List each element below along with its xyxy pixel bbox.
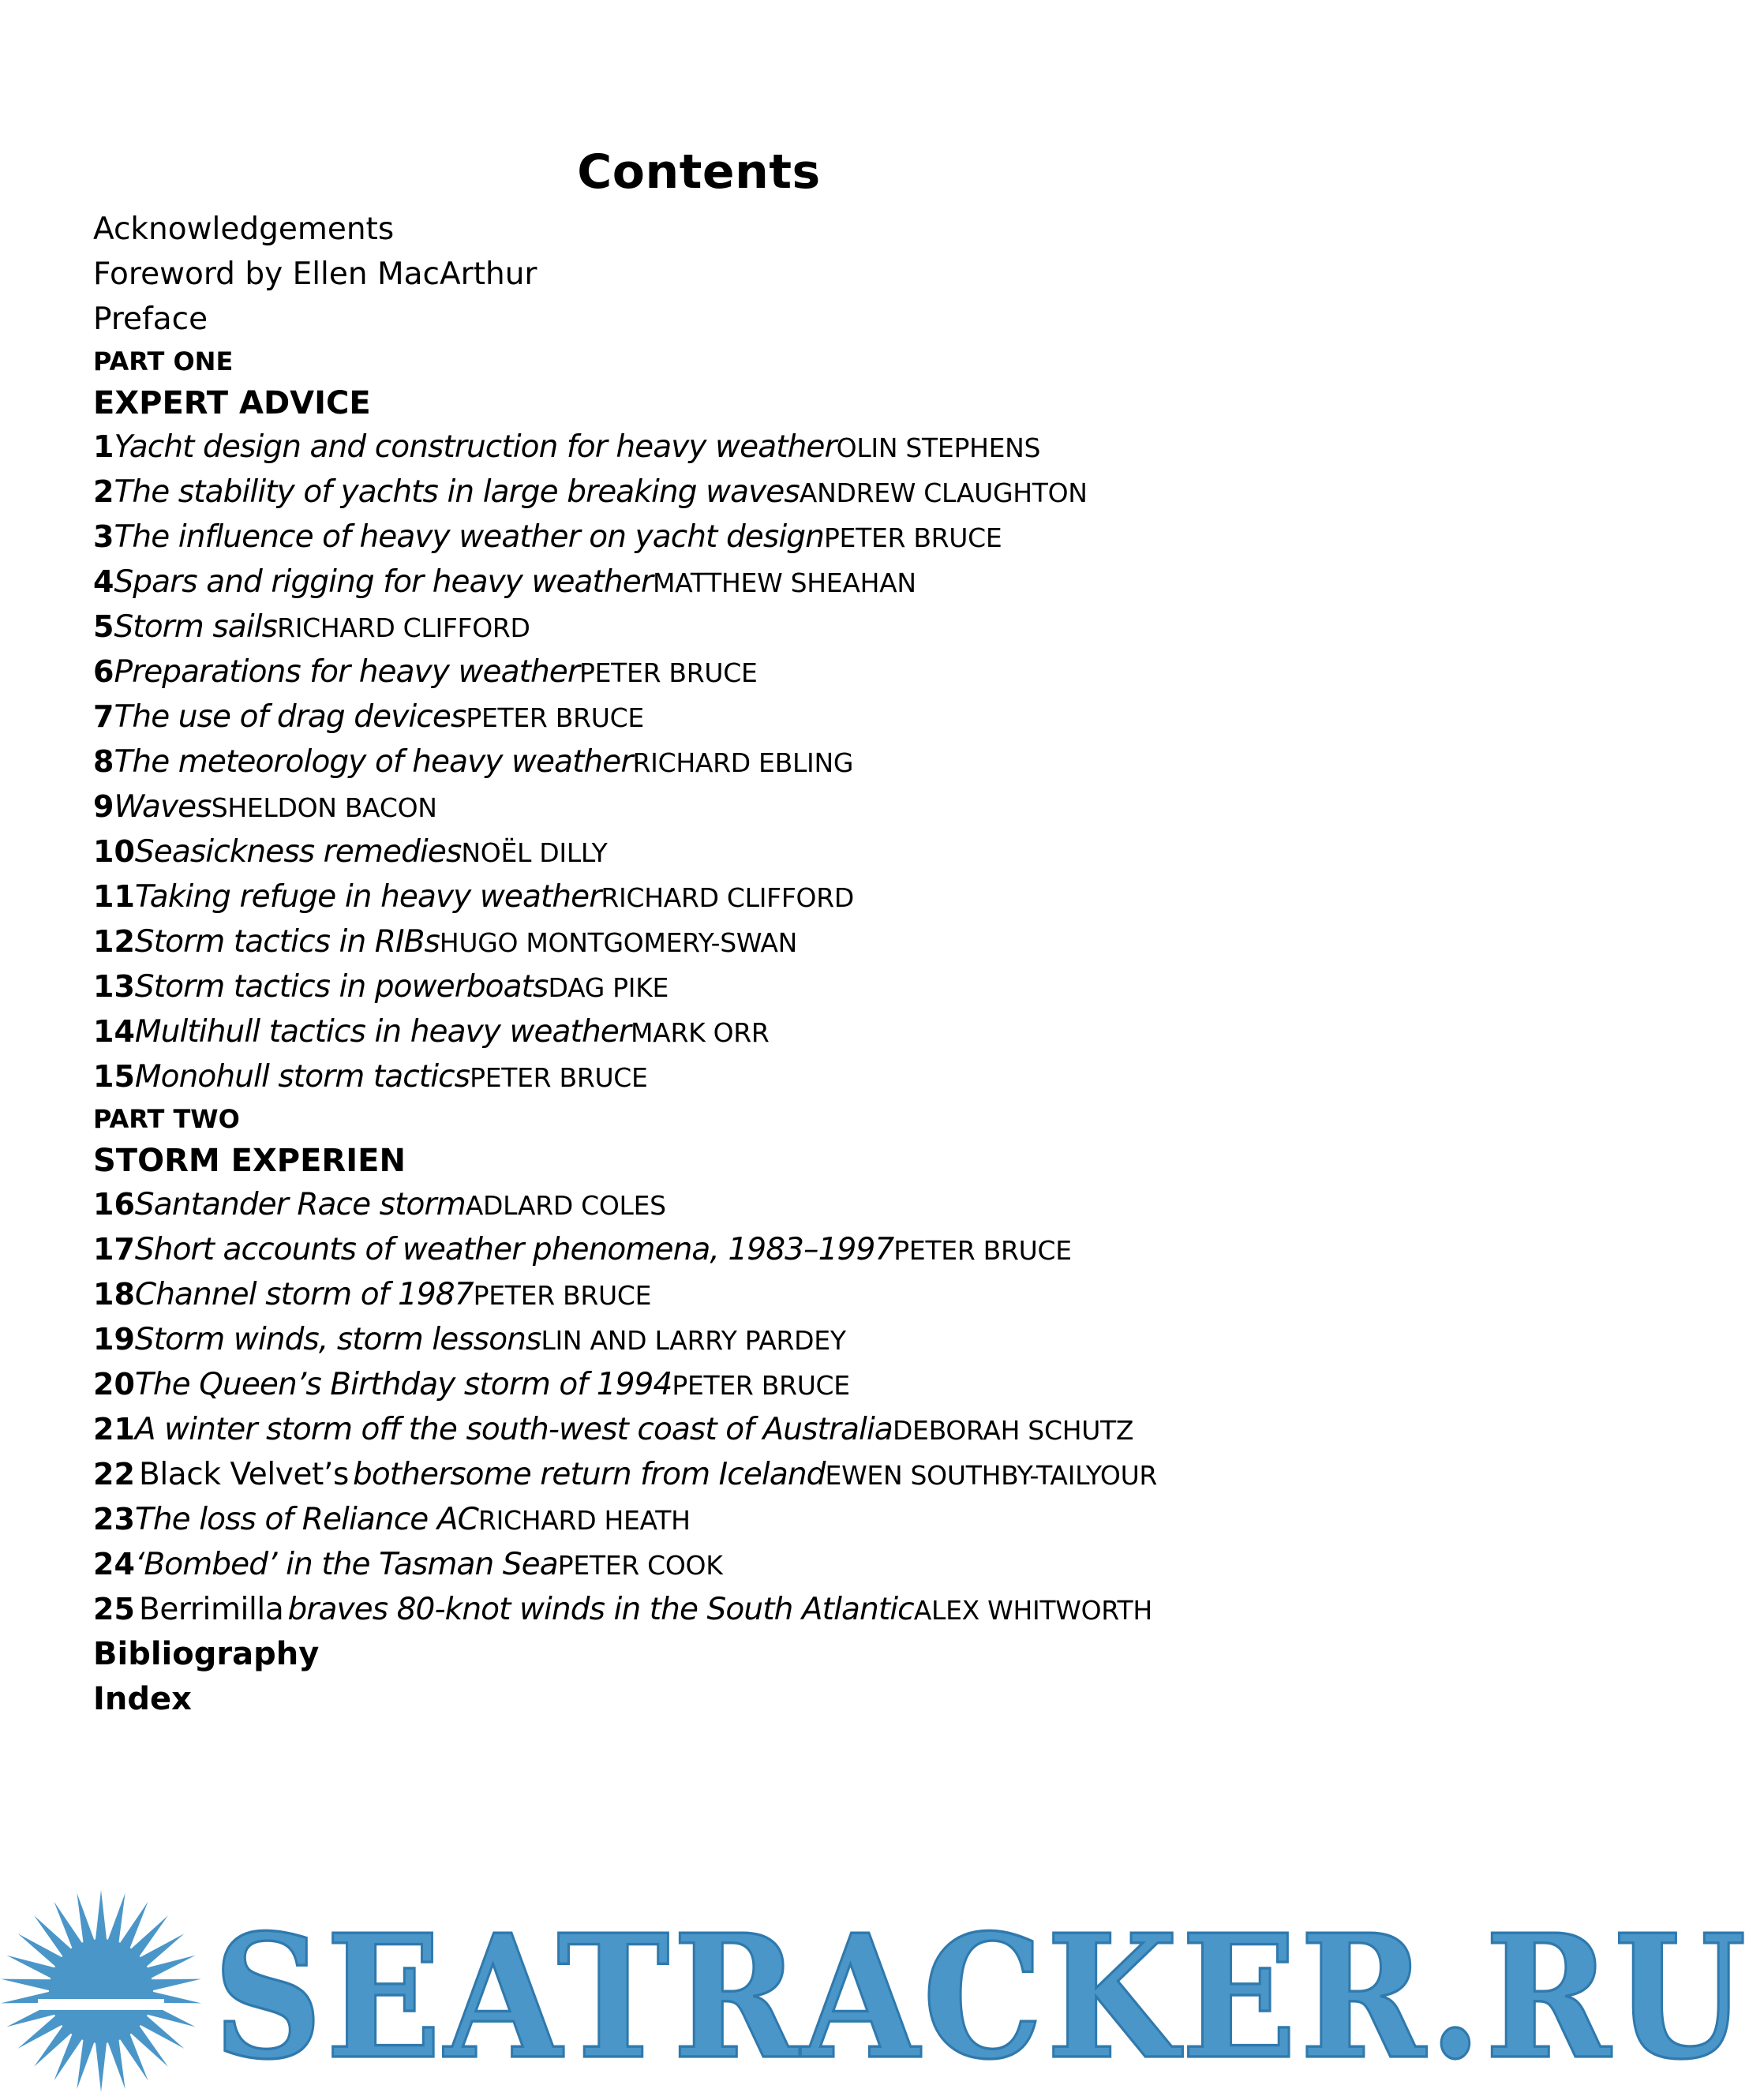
chapter-author: NOËL DILLY xyxy=(461,837,608,868)
chapter-author: RICHARD HEATH xyxy=(478,1505,691,1536)
chapter-title: ‘Bombed’ in the Tasman Sea xyxy=(134,1547,558,1582)
chapter-title: Taking refuge in heavy weather xyxy=(134,879,601,915)
part-two-heading: STORM EXPERIEN xyxy=(93,1143,406,1179)
chapter-title: Storm sails xyxy=(114,609,278,645)
chapter-author: DEBORAH SCHUTZ xyxy=(892,1415,1134,1446)
front-matter-foreword[interactable]: Foreword by Ellen MacArthur xyxy=(93,256,537,292)
chapter-entry[interactable] xyxy=(93,1452,1356,1497)
chapter-entry[interactable] xyxy=(93,1497,1356,1542)
chapter-title: Storm winds, storm lessons xyxy=(134,1322,541,1357)
chapter-number: 2 xyxy=(93,474,114,509)
chapter-title-roman: Berrimilla xyxy=(138,1592,284,1627)
chapter-author: PETER BRUCE xyxy=(893,1235,1072,1266)
chapter-number: 9 xyxy=(93,789,114,824)
chapter-number: 23 xyxy=(93,1502,135,1537)
part-two-chapter-list xyxy=(93,1182,1356,1632)
chapter-title: Storm tactics in powerboats xyxy=(134,969,549,1005)
chapter-title: The loss of Reliance AC xyxy=(134,1502,478,1537)
chapter-number: 20 xyxy=(93,1367,135,1402)
chapter-author: PETER BRUCE xyxy=(470,1062,648,1093)
chapter-title: The use of drag devices xyxy=(114,699,466,735)
chapter-number: 21 xyxy=(93,1412,135,1447)
chapter-author: RICHARD EBLING xyxy=(632,747,854,778)
chapter-entry[interactable] xyxy=(93,1587,1356,1632)
chapter-entry[interactable] xyxy=(93,1009,1356,1054)
chapter-entry[interactable] xyxy=(93,1272,1356,1317)
chapter-author: HUGO MONTGOMERY-SWAN xyxy=(439,927,798,958)
chapter-number: 24 xyxy=(93,1547,135,1582)
chapter-number: 12 xyxy=(93,924,135,959)
chapter-title: Spars and rigging for heavy weather xyxy=(114,564,653,600)
chapter-title: braves 80-knot winds in the South Atlantic xyxy=(287,1592,914,1627)
back-matter-index[interactable]: Index xyxy=(93,1681,192,1717)
front-matter-preface[interactable]: Preface xyxy=(93,301,208,337)
chapter-number: 11 xyxy=(93,879,135,914)
chapter-number: 8 xyxy=(93,744,114,779)
chapter-title: Channel storm of 1987 xyxy=(134,1277,474,1312)
chapter-title: The meteorology of heavy weather xyxy=(114,744,633,780)
chapter-author: MARK ORR xyxy=(631,1017,770,1048)
chapter-author: ADLARD COLES xyxy=(465,1190,666,1221)
chapter-author: MATTHEW SHEAHAN xyxy=(653,567,916,598)
back-matter-bibliography[interactable]: Bibliography xyxy=(93,1636,320,1672)
chapter-entry[interactable] xyxy=(93,515,1356,560)
chapter-title: Santander Race storm xyxy=(134,1187,466,1222)
chapter-number: 6 xyxy=(93,654,114,689)
chapter-number: 18 xyxy=(93,1277,135,1312)
chapter-author: SHELDON BACON xyxy=(211,792,437,823)
chapter-number: 19 xyxy=(93,1322,135,1357)
chapter-entry[interactable] xyxy=(93,784,1356,829)
part-two-label: PART TWO xyxy=(93,1104,240,1134)
chapter-number: 7 xyxy=(93,699,114,734)
chapter-title: bothersome return from Iceland xyxy=(352,1457,826,1492)
chapter-number: 1 xyxy=(93,429,114,464)
chapter-entry[interactable] xyxy=(93,919,1356,964)
table-of-contents xyxy=(93,207,1356,1722)
chapter-entry[interactable] xyxy=(93,470,1356,515)
chapter-number: 16 xyxy=(93,1187,135,1222)
chapter-author: PETER BRUCE xyxy=(579,657,758,688)
chapter-title: Yacht design and construction for heavy weather xyxy=(114,429,837,465)
chapter-entry[interactable] xyxy=(93,1542,1356,1587)
chapter-entry[interactable] xyxy=(93,425,1356,470)
chapter-entry[interactable] xyxy=(93,964,1356,1009)
chapter-author: RICHARD CLIFFORD xyxy=(277,612,530,643)
chapter-title: Short accounts of weather phenomena, 1983–1997 xyxy=(134,1232,894,1267)
chapter-title: Monohull storm tactics xyxy=(134,1059,470,1095)
chapter-entry[interactable] xyxy=(93,694,1356,739)
chapter-entry[interactable] xyxy=(93,1054,1356,1099)
part-one-chapter-list xyxy=(93,425,1356,1099)
chapter-title: A winter storm off the south-west coast of Australia xyxy=(134,1412,893,1447)
chapter-number: 4 xyxy=(93,564,114,599)
chapter-entry[interactable] xyxy=(93,649,1356,694)
chapter-number: 13 xyxy=(93,969,135,1004)
chapter-number: 14 xyxy=(93,1014,135,1049)
chapter-entry[interactable] xyxy=(93,1317,1356,1362)
chapter-entry[interactable] xyxy=(93,829,1356,874)
chapter-entry[interactable] xyxy=(93,605,1356,649)
page-title: Contents xyxy=(577,144,821,200)
chapter-entry[interactable] xyxy=(93,739,1356,784)
chapter-author: ANDREW CLAUGHTON xyxy=(799,477,1088,508)
chapter-title: Preparations for heavy weather xyxy=(114,654,580,690)
chapter-title-roman: Black Velvet’s xyxy=(138,1457,349,1492)
chapter-author: EWEN SOUTHBY-TAILYOUR xyxy=(825,1460,1158,1491)
chapter-author: PETER BRUCE xyxy=(672,1370,850,1401)
chapter-number: 3 xyxy=(93,519,114,554)
chapter-title: Seasickness remedies xyxy=(134,834,462,870)
chapter-title: Waves xyxy=(114,789,212,825)
chapter-title: The influence of heavy weather on yacht design xyxy=(114,519,824,555)
chapter-author: DAG PIKE xyxy=(548,972,669,1003)
chapter-title: The Queen’s Birthday storm of 1994 xyxy=(134,1367,672,1402)
chapter-number: 22 xyxy=(93,1457,135,1492)
chapter-entry[interactable] xyxy=(93,1362,1356,1407)
chapter-entry[interactable] xyxy=(93,874,1356,919)
chapter-number: 5 xyxy=(93,609,114,644)
chapter-entry[interactable] xyxy=(93,1182,1356,1227)
chapter-author: OLIN STEPHENS xyxy=(836,432,1041,463)
chapter-entry[interactable] xyxy=(93,1227,1356,1272)
chapter-author: RICHARD CLIFFORD xyxy=(601,882,854,913)
chapter-author: PETER BRUCE xyxy=(473,1280,652,1311)
chapter-entry[interactable] xyxy=(93,560,1356,605)
chapter-author: LIN AND LARRY PARDEY xyxy=(541,1325,846,1356)
part-one-heading: EXPERT ADVICE xyxy=(93,385,371,421)
chapter-number: 15 xyxy=(93,1059,135,1094)
chapter-number: 17 xyxy=(93,1232,135,1267)
front-matter-acknowledgements[interactable]: Acknowledgements xyxy=(93,211,395,247)
chapter-title: The stability of yachts in large breaking waves xyxy=(114,474,800,510)
chapter-number: 10 xyxy=(93,834,135,869)
watermark-text: SEATRACKER.RU xyxy=(213,1898,1749,2098)
chapter-title: Storm tactics in RIBs xyxy=(134,924,440,960)
chapter-author: ALEX WHITWORTH xyxy=(913,1595,1152,1626)
chapter-author: PETER BRUCE xyxy=(823,522,1002,553)
chapter-author: PETER COOK xyxy=(557,1550,723,1581)
chapter-author: PETER BRUCE xyxy=(466,702,644,733)
part-one-label: PART ONE xyxy=(93,346,234,376)
chapter-number: 25 xyxy=(93,1592,135,1626)
chapter-title: Multihull tactics in heavy weather xyxy=(134,1014,631,1050)
chapter-entry[interactable] xyxy=(93,1407,1356,1452)
